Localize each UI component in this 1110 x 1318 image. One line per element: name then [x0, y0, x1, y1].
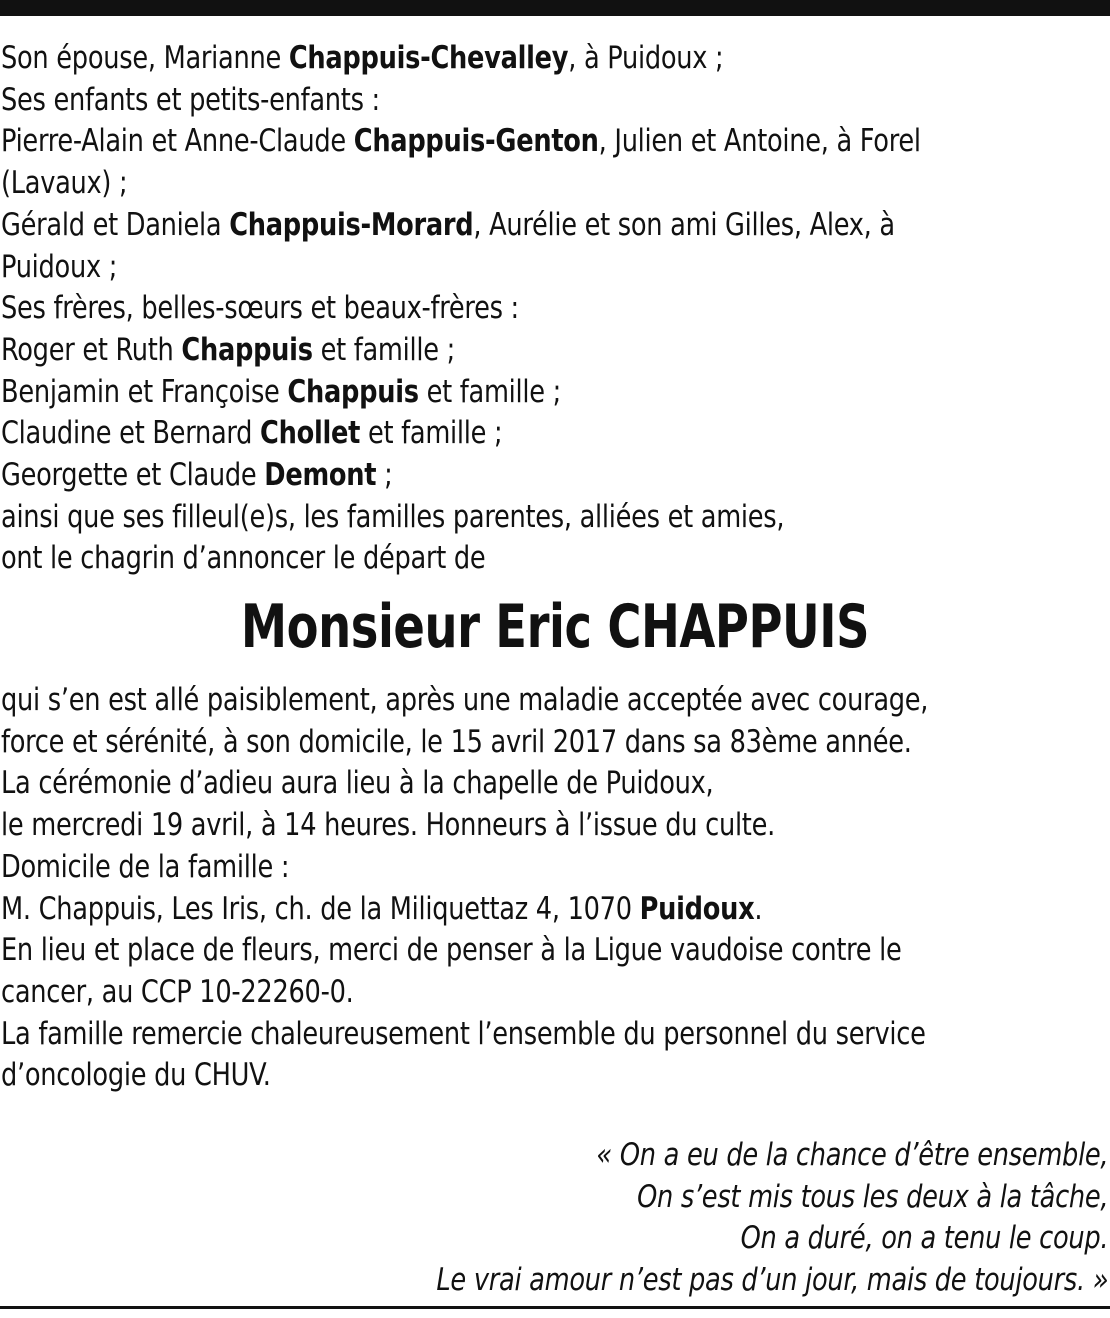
surname: Demont [264, 457, 377, 494]
family-line [1, 121, 1109, 163]
closing-poem [436, 1135, 1108, 1302]
text: , Julien et Antoine, à Forel [598, 123, 921, 160]
detail-line: le mercredi 19 avril, à 14 heures. Honneurs à l’issue du culte. [1, 807, 775, 844]
surname: Chappuis [181, 331, 313, 368]
text: ; [376, 457, 393, 494]
detail-line: La famille remercie chaleureusement l’ensemble du personnel du service [1, 1015, 926, 1052]
announcement-details [1, 680, 1109, 1097]
text: et famille ; [360, 415, 503, 452]
top-rule [0, 0, 1110, 16]
text: et famille ; [312, 331, 455, 368]
place-name: Puidoux [639, 890, 755, 927]
detail-line [1, 889, 1109, 931]
text: , à Puidoux ; [568, 40, 724, 76]
family-line: Ses frères, belles-sœurs et beaux-frères : [1, 290, 519, 327]
detail-line: cancer, au CCP 10-22260-0. [1, 973, 354, 1010]
detail-line: force et sérénité, à son domicile, le 15 avril 2017 dans sa 83ème année. [1, 723, 912, 760]
text: et famille ; [418, 373, 561, 410]
text: Benjamin et Françoise [1, 373, 288, 410]
text: Claudine et Bernard [1, 415, 261, 452]
family-line [1, 455, 1109, 497]
bottom-rule [0, 1306, 1110, 1309]
text: Georgette et Claude [1, 457, 265, 494]
family-line [1, 330, 1109, 372]
detail-line: d’oncologie du CHUV. [1, 1057, 271, 1094]
family-line [1, 372, 1109, 414]
family-line [1, 38, 1109, 80]
family-list [1, 38, 1109, 580]
poem-line: Le vrai amour n’est pas d’un jour, mais de toujours. » [436, 1262, 1108, 1299]
text: , Aurélie et son ami Gilles, Alex, à [473, 206, 895, 243]
text: Son épouse, Marianne [1, 40, 289, 76]
family-line [1, 413, 1109, 455]
poem-line: On a duré, on a tenu le coup. [740, 1220, 1108, 1257]
family-line [1, 205, 1109, 247]
detail-line: En lieu et place de fleurs, merci de penser à la Ligue vaudoise contre le [1, 932, 902, 969]
detail-line: qui s’en est allé paisiblement, après une maladie acceptée avec courage, [1, 682, 929, 718]
surname: Chappuis-Chevalley [288, 40, 569, 76]
surname: Chappuis-Morard [229, 206, 474, 243]
text: Gérald et Daniela [1, 206, 230, 243]
detail-line: Domicile de la famille : [1, 848, 290, 885]
text: M. Chappuis, Les Iris, ch. de la Miliquettaz 4, 1070 [1, 890, 640, 927]
family-line: ainsi que ses filleul(e)s, les familles parentes, alliées et amies, [1, 498, 785, 535]
surname: Chollet [260, 415, 361, 452]
surname: Chappuis [287, 373, 419, 410]
poem-line: On s’est mis tous les deux à la tâche, [636, 1178, 1108, 1215]
poem-line: « On a eu de la chance d’être ensemble, [596, 1137, 1108, 1173]
deceased-name-title: Monsieur Eric CHAPPUIS [240, 592, 870, 662]
detail-line: La cérémonie d’adieu aura lieu à la chapelle de Puidoux, [1, 765, 714, 802]
text: Roger et Ruth [1, 331, 182, 368]
surname: Chappuis-Genton [353, 123, 599, 160]
family-line: Ses enfants et petits-enfants : [1, 81, 380, 118]
family-line: (Lavaux) ; [1, 165, 128, 202]
text: Pierre-Alain et Anne-Claude [1, 123, 354, 160]
text: . [754, 890, 763, 927]
family-line: Puidoux ; [1, 248, 118, 285]
family-line: ont le chagrin d’annoncer le départ de [1, 540, 486, 577]
